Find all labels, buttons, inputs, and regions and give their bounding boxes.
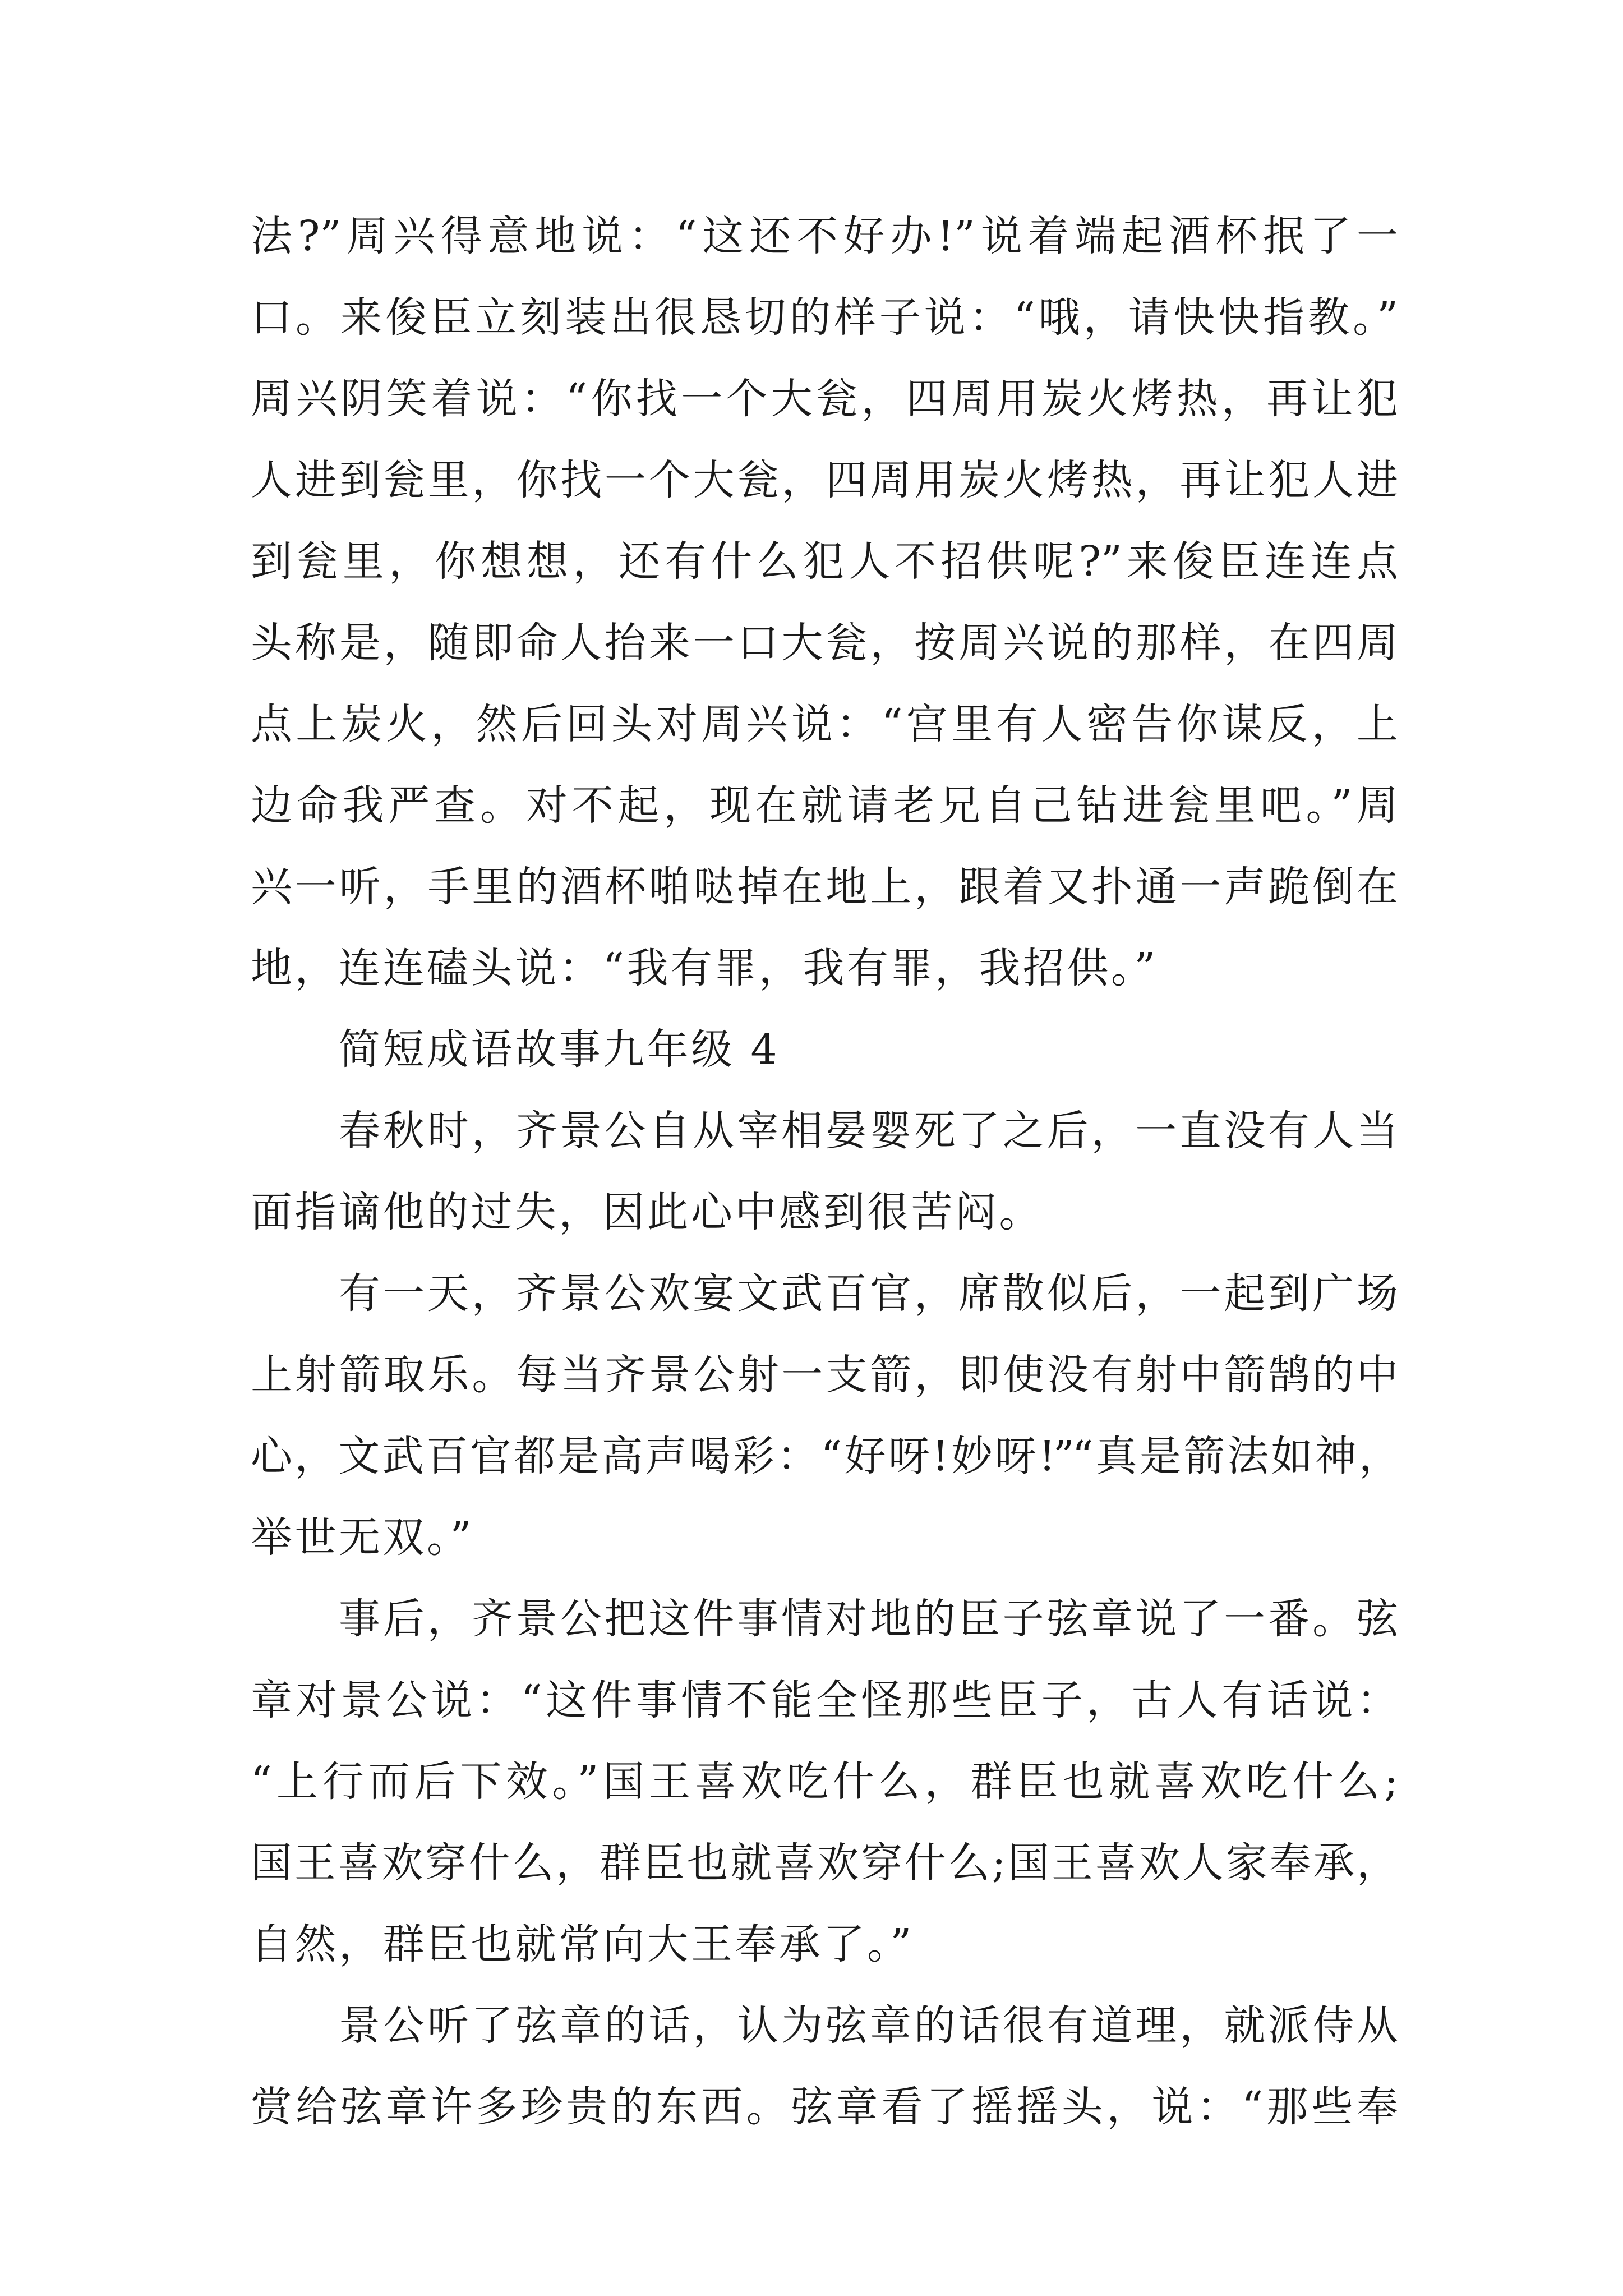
section-title: 简短成语故事九年级 4 (339, 1025, 780, 1074)
text-line: 边命我严查。对不起，现在就请老兄自己钻进瓮里吧。”周 (251, 781, 1398, 830)
text-line: 面指谪他的过失，因此心中感到很苦闷。 (251, 1188, 1043, 1236)
text-line: 上射箭取乐。每当齐景公射一支箭，即使没有射中箭鹄的中 (251, 1351, 1398, 1399)
text-line: 地，连连磕头说：“我有罪，我有罪，我招供。” (251, 944, 1158, 992)
text-line: 举世无双。” (251, 1513, 474, 1562)
paragraph (251, 1091, 1398, 1253)
text-line: 赏给弦章许多珍贵的东西。弦章看了摇摇头，说：“那些奉 (251, 2083, 1398, 2131)
text-line: 到瓮里，你想想，还有什么犯人不招供呢?”来俊臣连连点 (251, 537, 1398, 586)
paragraph-continued (251, 196, 1398, 1009)
paragraph (251, 1253, 1398, 1579)
paragraph (251, 1579, 1398, 1985)
text-line: 有一天，齐景公欢宴文武百官，席散似后，一起到广场 (339, 1269, 1398, 1318)
text-line: 周兴阴笑着说：“你找一个大瓮，四周用炭火烤热，再让犯 (251, 375, 1398, 423)
text-line: 口。来俊臣立刻装出很恳切的样子说：“哦，请快快指教。” (251, 293, 1398, 342)
text-line: 兴一听，手里的酒杯啪哒掉在地上，跟着又扑通一声跪倒在 (251, 863, 1398, 911)
text-line: 事后，齐景公把这件事情对地的臣子弦章说了一番。弦 (339, 1595, 1398, 1643)
text-line: 景公听了弦章的话，认为弦章的话很有道理，就派侍从 (339, 2001, 1398, 2050)
body-text (251, 196, 1398, 2148)
text-line: 心，文武百官都是高声喝彩：“好呀!妙呀!”“真是箭法如神， (251, 1432, 1398, 1480)
text-line: 春秋时，齐景公自从宰相晏婴死了之后，一直没有人当 (339, 1107, 1398, 1155)
text-line: 点上炭火，然后回头对周兴说：“宫里有人密告你谋反，上 (251, 700, 1398, 748)
text-line: 章对景公说：“这件事情不能全怪那些臣子，古人有话说： (251, 1676, 1398, 1724)
text-line: 人进到瓮里，你找一个大瓮，四周用炭火烤热，再让犯人进 (251, 456, 1398, 504)
text-line: 法?”周兴得意地说：“这还不好办!”说着端起酒杯抿了一 (251, 212, 1398, 260)
text-line: 头称是，随即命人抬来一口大瓮，按周兴说的那样，在四周 (251, 619, 1398, 667)
text-line: 自然，群臣也就常向大王奉承了。” (251, 1920, 914, 1968)
paragraph (251, 1985, 1398, 2148)
text-line: 国王喜欢穿什么，群臣也就喜欢穿什么;国王喜欢人家奉承， (251, 1839, 1398, 1887)
text-line: “上行而后下效。”国王喜欢吃什么，群臣也就喜欢吃什么; (251, 1757, 1398, 1806)
